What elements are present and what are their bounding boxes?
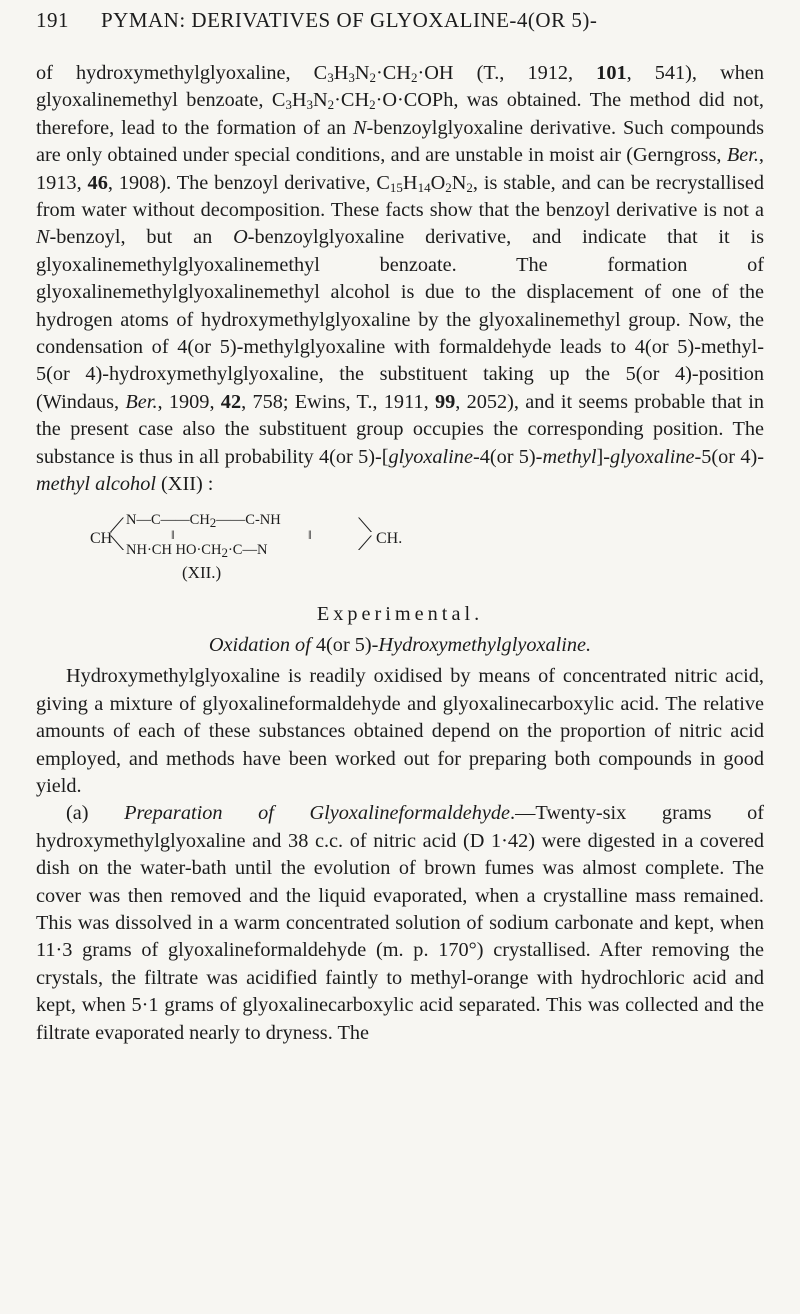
text-run: H bbox=[402, 171, 418, 194]
text-run: H bbox=[291, 89, 307, 112]
text-run: , 1909, bbox=[157, 390, 221, 413]
volume-number: 46 bbox=[87, 171, 108, 194]
body-text bbox=[36, 60, 764, 1047]
text-run: ·CH bbox=[334, 89, 370, 112]
text-run: of hydroxymethylglyoxaline, C bbox=[36, 62, 328, 84]
text-run: (XII) : bbox=[155, 473, 214, 496]
subtitle-part: Hydroxymethylglyoxaline. bbox=[378, 633, 592, 656]
journal-abbrev: Ber. bbox=[125, 390, 158, 413]
italic-run: methyl alcohol bbox=[36, 473, 156, 496]
text-run: , is stable, and can be recrystallised from water without decomposition. These facts show that the benzoyl derivative is not a bbox=[36, 171, 765, 222]
text-run: N bbox=[354, 62, 370, 84]
subtitle-part: 4(or 5)- bbox=[310, 633, 379, 656]
text-run: ·O·COPh, was obtained. The method did not, therefore, lead to the formation of an bbox=[36, 89, 764, 139]
subscript: 3 bbox=[285, 97, 292, 113]
subscript: 3 bbox=[327, 70, 334, 85]
subscript: 14 bbox=[417, 179, 431, 195]
formula-bond-upper: ⟋ bbox=[110, 514, 124, 537]
italic-run: glyoxaline bbox=[610, 445, 695, 468]
subscript: 2 bbox=[445, 179, 452, 195]
volume-number: 42 bbox=[220, 390, 242, 413]
running-header bbox=[36, 8, 770, 33]
text-run: , 758; Ewins, T., 1911, bbox=[241, 390, 435, 413]
page-number: 191 bbox=[36, 8, 69, 32]
subscript: 15 bbox=[389, 179, 403, 195]
text-run: H bbox=[333, 62, 349, 84]
paragraph-3 bbox=[36, 800, 764, 1047]
text-run: , 541), when glyoxalinemethyl benzoate, C bbox=[36, 62, 765, 112]
text-run: , 1913, bbox=[36, 144, 764, 194]
text-run: -benzoylglyoxaline derivative, and indicate that it is glyoxalinemethylglyoxalinemethyl benzoate. The formation of glyoxalinemethylglyoxalinemethyl alcohol is due to the displacement of one of the hydrogen atoms of hydroxymethylglyoxaline by the glyoxalinemethyl group. Now, the condensation of 4(or 5)-methylglyoxaline with formaldehyde leads to 4(or 5)-methyl-5(or 4)-hydroxymethylglyoxaline, the substituent taking up the 5(or 4)-position (Windaus, bbox=[36, 226, 765, 413]
text-run: ·CH bbox=[376, 62, 411, 84]
subsection-heading-oxidation bbox=[36, 632, 764, 659]
italic-letter: N bbox=[352, 116, 367, 139]
italic-run: Preparation of Glyoxalineformaldehyde bbox=[124, 802, 511, 825]
formula-row-1 bbox=[126, 507, 281, 534]
subscript: 2 bbox=[410, 70, 418, 85]
formula-label: (XII.) bbox=[182, 562, 222, 582]
volume-number: 99 bbox=[434, 390, 456, 413]
subscript: 3 bbox=[306, 97, 313, 113]
text-run: -benzoylglyoxaline derivative. Such compounds are only obtained under special conditions, and are unstable in moist air (Gerngross, bbox=[36, 116, 765, 167]
volume-number: 101 bbox=[596, 62, 627, 84]
subscript: 2 bbox=[369, 70, 377, 85]
journal-abbrev: Ber. bbox=[726, 144, 759, 167]
subscript: 3 bbox=[348, 70, 355, 85]
text-run: , 1908). The benzoyl derivative, C bbox=[107, 171, 390, 194]
text-run: N bbox=[313, 89, 328, 112]
text-run: -4(or 5)- bbox=[472, 445, 543, 468]
formula-row-1-text: N—C——CH bbox=[126, 511, 210, 528]
paragraph-1 bbox=[36, 60, 764, 499]
italic-run: methyl bbox=[542, 445, 597, 468]
text-run: ·OH (T., 1912, bbox=[417, 62, 597, 84]
italic-run: glyoxaline bbox=[388, 445, 473, 468]
subscript: 2 bbox=[327, 97, 335, 113]
structural-formula-xii bbox=[36, 503, 764, 587]
text-run: -5(or 4)- bbox=[694, 445, 764, 468]
formula-bond-lower: ⟍ bbox=[110, 532, 124, 555]
text-run: ]- bbox=[596, 445, 611, 468]
text-run: -benzoyl, but an bbox=[49, 226, 234, 249]
italic-letter: N bbox=[36, 226, 50, 249]
formula-row-2-text: NH·CH HO·CH bbox=[126, 541, 222, 558]
formula-bond-right-lower: ⟋ bbox=[358, 532, 372, 555]
text-run: .—Twenty-six grams of hydroxymethylglyoxaline and 38 c.c. of nitric acid (D 1·42) were digested in a covered dish on the water-bath until the evolution of brown fumes was almost complete. The cover was then removed and the liquid evaporated, when a crystalline mass remained. This was dissolved in a warm concentrated solution of sodium carbonate and kept, when 11·3 grams of glyoxalineformaldehyde (m. p. 170°) crystallised. After removing the crystals, the filtrate was acidified faintly to methyl-orange with hydrochloric acid and kept, when 5·1 grams of glyoxalinecarboxylic acid separated. This was collected and the filtrate evaporated nearly to dryness. The bbox=[36, 802, 764, 1044]
subscript: 2 bbox=[221, 544, 228, 560]
text-run: O bbox=[430, 171, 446, 194]
formula-row-1-tail: ——C-NH bbox=[216, 511, 281, 528]
formula-double-bond-1: ‖ bbox=[171, 526, 175, 542]
italic-letter: O bbox=[233, 226, 248, 249]
text-run: N bbox=[451, 171, 467, 194]
formula-ch-right: CH. bbox=[376, 529, 403, 547]
item-marker: (a) bbox=[66, 802, 89, 825]
paragraph-2: Hydroxymethylglyoxaline is readily oxidised by means of concentrated nitric acid, giving a mixture of glyoxalineformaldehyde and glyoxalinecarboxylic acid. The relative amounts of each of these substances obtained depend on the proportion of nitric acid employed, and methods have been worked out for preparing both compounds in good yield. bbox=[36, 665, 764, 797]
section-heading-experimental: Experimental. bbox=[316, 602, 484, 625]
formula-bond-right-upper: ⟍ bbox=[358, 514, 372, 537]
formula-double-bond-2: ‖ bbox=[308, 526, 312, 542]
subscript: 2 bbox=[369, 97, 376, 113]
subscript: 2 bbox=[466, 179, 473, 195]
formula-row-2-tail: ·C—N bbox=[227, 541, 268, 558]
running-title: PYMAN: DERIVATIVES OF GLYOXALINE-4(OR 5)- bbox=[101, 8, 598, 32]
subtitle-part: Oxidation of bbox=[208, 633, 311, 656]
formula-ch-left: CH bbox=[90, 529, 113, 547]
text-run: , 2052), and it seems probable that in the present case also the substituent group occupies the corresponding position. The substance is thus in all probability 4(or 5)-[ bbox=[36, 390, 764, 468]
subscript: 2 bbox=[209, 514, 217, 530]
